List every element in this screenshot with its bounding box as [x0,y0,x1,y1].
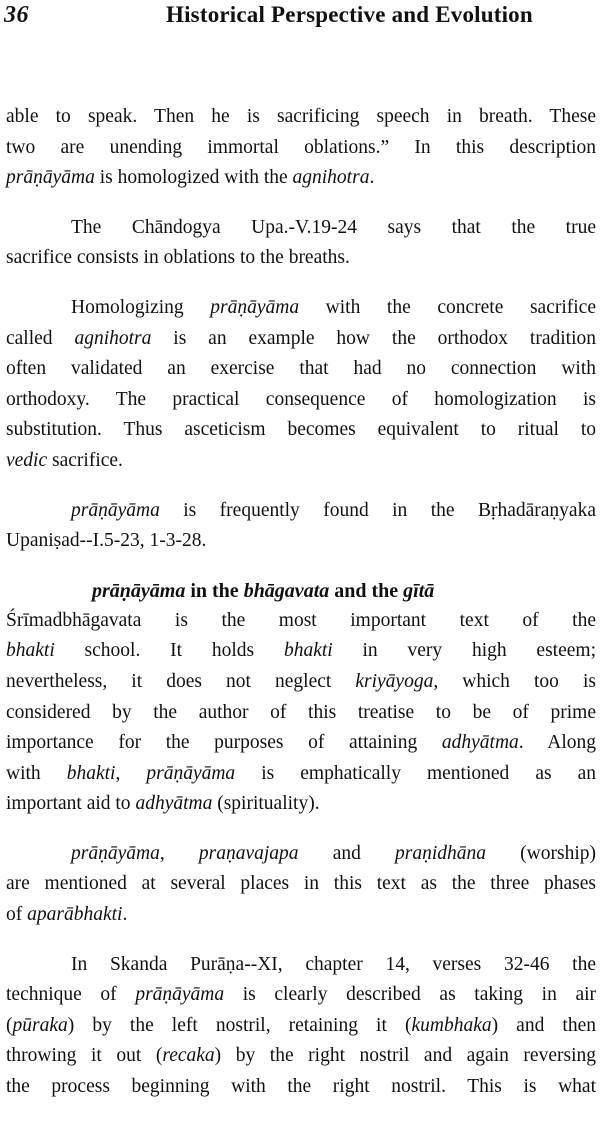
text-line [6,839,596,870]
text-run: important aid to [6,793,136,815]
text-run: importance for the purposes of attaining [6,732,442,754]
text-run: nevertheless, it does not neglect [6,670,356,692]
text-run: is an example how the orthodox tradition [151,327,596,349]
term: agnihotra [292,167,370,189]
heading-text: and the [329,579,404,602]
text-line: In Skanda Purāṇa--XI, chapter 14, verses 32-46 the [71,953,596,975]
text-run: is homologized with the [94,167,293,189]
term: adhyātma [441,732,519,754]
text-run: with [6,762,67,784]
term: bhakti [6,640,55,662]
term: bhakti [283,640,333,662]
paragraph-6 [6,839,596,931]
text-line: Śrīmadbhāgavata is the most important text of the [6,609,596,631]
heading-term: bhāgavata [243,579,330,602]
paragraph-3 [6,293,596,477]
heading-text: in the [185,579,244,602]
text-line: able to speak. Then he is sacrificing speech in breath. These [6,106,596,127]
term: recaka [162,1045,215,1067]
text-run: . [122,904,128,926]
text-line [6,636,596,667]
page-number: 36 [4,2,29,28]
text-run: ( [6,1014,13,1036]
text-line [6,759,596,790]
text-line: Upaniṣad--I.5-23, 1-3-28. [6,530,207,552]
text-line: often validated an exercise that had no connection with [6,358,596,380]
text-line [6,980,596,1011]
paragraph-1 [6,102,596,194]
text-line: sacrifice consists in oblations to the breaths. [6,247,350,269]
text-run: (spirituality). [212,793,320,815]
heading-term: prāṇāyāma [92,579,186,602]
text-run: called [6,327,75,349]
text-line: substitution. Thus asceticism becomes equivalent to ritual to [6,419,596,441]
term: prāṇāyāma [135,984,225,1006]
text-run: and [298,842,395,864]
page-header [0,0,600,36]
page-body [6,102,596,1122]
text-line [6,667,596,698]
heading-term: gītā [403,579,435,602]
text-run: is frequently found in the Bṛhadāraṇyaka [159,499,596,521]
text-line: two are unending immortal oblations.” In this description [6,136,596,158]
term: prāṇāyāma [210,296,300,318]
text-run: . Along [518,732,596,754]
term: prāṇāyāma [71,842,160,864]
text-run: sacrifice. [47,449,123,471]
term: praṇidhāna [395,842,487,864]
text-line: orthodoxy. The practical consequence of homologization is [6,388,596,410]
term: pūraka [12,1014,68,1036]
term: prāṇāyāma [146,762,236,784]
text-line [6,728,596,759]
text-line [6,900,596,931]
text-run: in very high esteem; [332,640,596,662]
text-run: is clearly described as taking in air [224,984,597,1006]
term: prāṇāyāma [71,499,160,521]
text-line [6,789,596,820]
term: agnihotra [74,327,152,349]
text-line [6,1011,596,1042]
text-run: school. It holds [54,640,284,662]
term: vedic [6,449,48,471]
term: bhakti [66,762,116,784]
text-run: , [159,842,199,864]
text-run: Homologizing [71,296,211,318]
text-run: throwing it out ( [6,1045,163,1067]
text-line [6,1041,596,1072]
text-line [6,324,596,355]
text-run: technique of [6,984,136,1006]
term: kriyāyoga [355,670,434,692]
text-run: (worship) [486,842,596,864]
term: adhyātma [135,793,213,815]
text-line: considered by the author of this treatise to be of prime [6,701,596,723]
section-heading [6,576,596,606]
term: aparābhakti [27,904,123,926]
paragraph-7 [6,950,596,1103]
text-run: ) by the left nostril, retaining it ( [67,1014,412,1036]
text-run: is emphatically mentioned as an [235,762,596,784]
text-run: with the concrete sacrifice [299,296,596,318]
paragraph-5 [6,606,596,820]
text-line [6,163,596,194]
text-run: , [115,762,147,784]
text-line: The Chāndogya Upa.-V.19-24 says that the true [71,216,596,238]
running-head: Historical Perspective and Evolution [166,2,533,27]
text-run: of [6,904,28,926]
text-line: are mentioned at several places in this text as the three phases [6,873,596,895]
text-run: ) by the right nostril and again reversing [214,1045,596,1067]
paragraph-2 [6,213,596,274]
text-line [6,293,596,324]
text-line: the process beginning with the right nostril. This is what [6,1076,596,1098]
term: prāṇāyāma [6,167,95,189]
text-line [6,496,596,527]
text-run: . [369,167,375,189]
text-run: ) and then [491,1014,596,1036]
text-line [6,446,596,477]
paragraph-4 [6,496,596,557]
text-run: , which too is [433,670,596,692]
term: kumbhaka [411,1014,492,1036]
term: praṇavajapa [198,842,299,864]
